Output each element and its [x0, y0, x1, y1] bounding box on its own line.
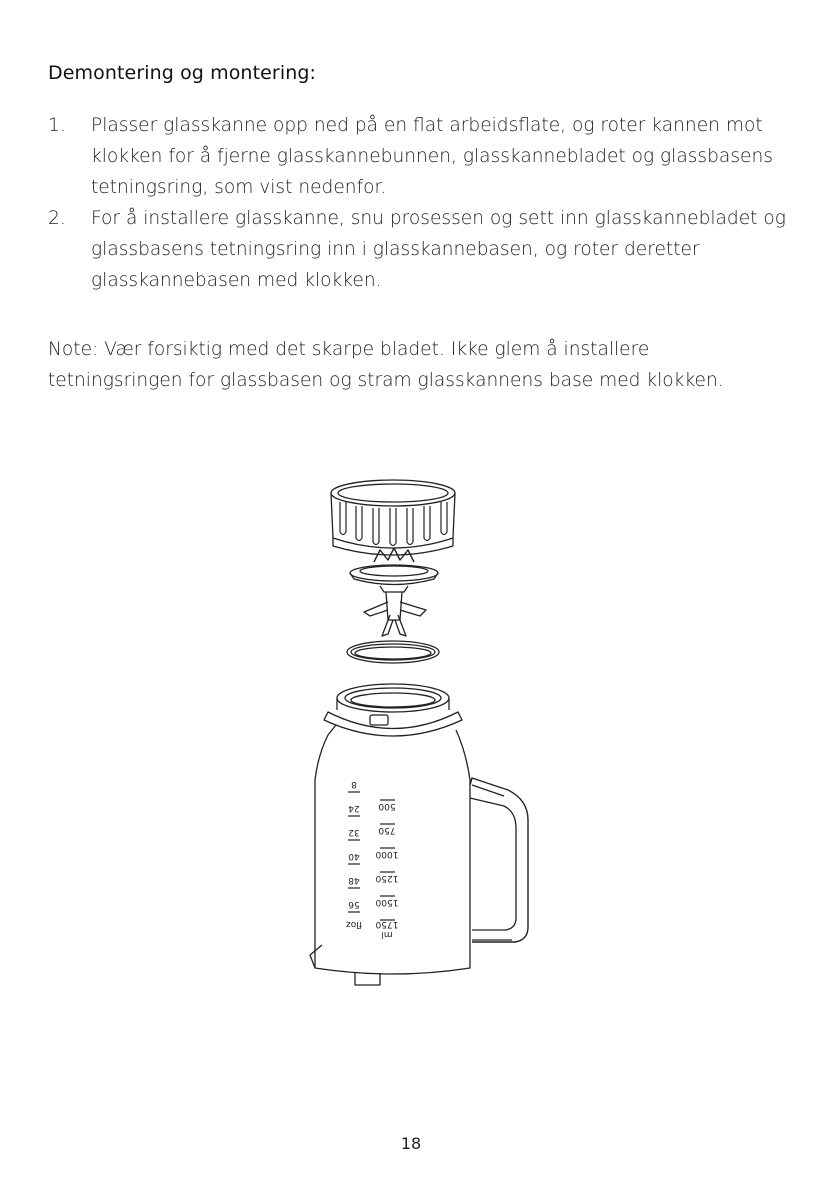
step-number: 2. [48, 208, 66, 229]
oz-mark-label: 8 [351, 779, 357, 789]
note-paragraph: Note: Vær forsiktig med det skarpe bladet. Ikke glem å installere tetningsringen for glassbasen og stram glasskannens base med klokken. [48, 339, 724, 391]
oz-mark-label: 32 [348, 827, 360, 837]
ml-mark-label: 500 [378, 801, 396, 811]
list-item [48, 110, 788, 203]
ml-mark-label: 1250 [375, 873, 399, 883]
oz-mark-label: 56 [348, 899, 360, 909]
step-text: For å installere glasskanne, snu prosessen og sett inn glasskannebladet og glassbasens tetningsring inn i glasskannebasen, og roter deretter glasskannebasen med klokken. [91, 208, 786, 291]
instruction-list [48, 110, 788, 296]
oz-mark-label: 48 [348, 875, 360, 885]
list-item [48, 203, 788, 296]
oz-mark-label: 24 [348, 803, 360, 813]
exploded-blender-diagram [260, 460, 570, 1020]
sealing-ring [347, 641, 439, 663]
ml-unit-label: ml [381, 929, 393, 939]
step-text: Plasser glasskanne opp ned på en flat arbeidsflate, og roter kannen mot klokken for å fjerne glasskannebunnen, glasskannebladet og glassbasens tetningsring, som vist nedenfor. [91, 115, 773, 198]
ml-mark-label: 1750 [375, 919, 399, 929]
page-number: 18 [400, 1134, 422, 1153]
section-heading: Demontering og montering: [48, 62, 316, 84]
ml-mark-label: 750 [378, 825, 396, 835]
blender-jar [310, 684, 528, 985]
oz-unit-label: floz [346, 919, 362, 929]
oz-mark-label: 40 [348, 851, 360, 861]
blade-assembly [350, 548, 438, 636]
ml-mark-label: 1500 [375, 897, 399, 907]
ml-mark-label: 1000 [375, 849, 399, 859]
jar-base-cap [331, 480, 455, 555]
step-number: 1. [48, 115, 66, 136]
